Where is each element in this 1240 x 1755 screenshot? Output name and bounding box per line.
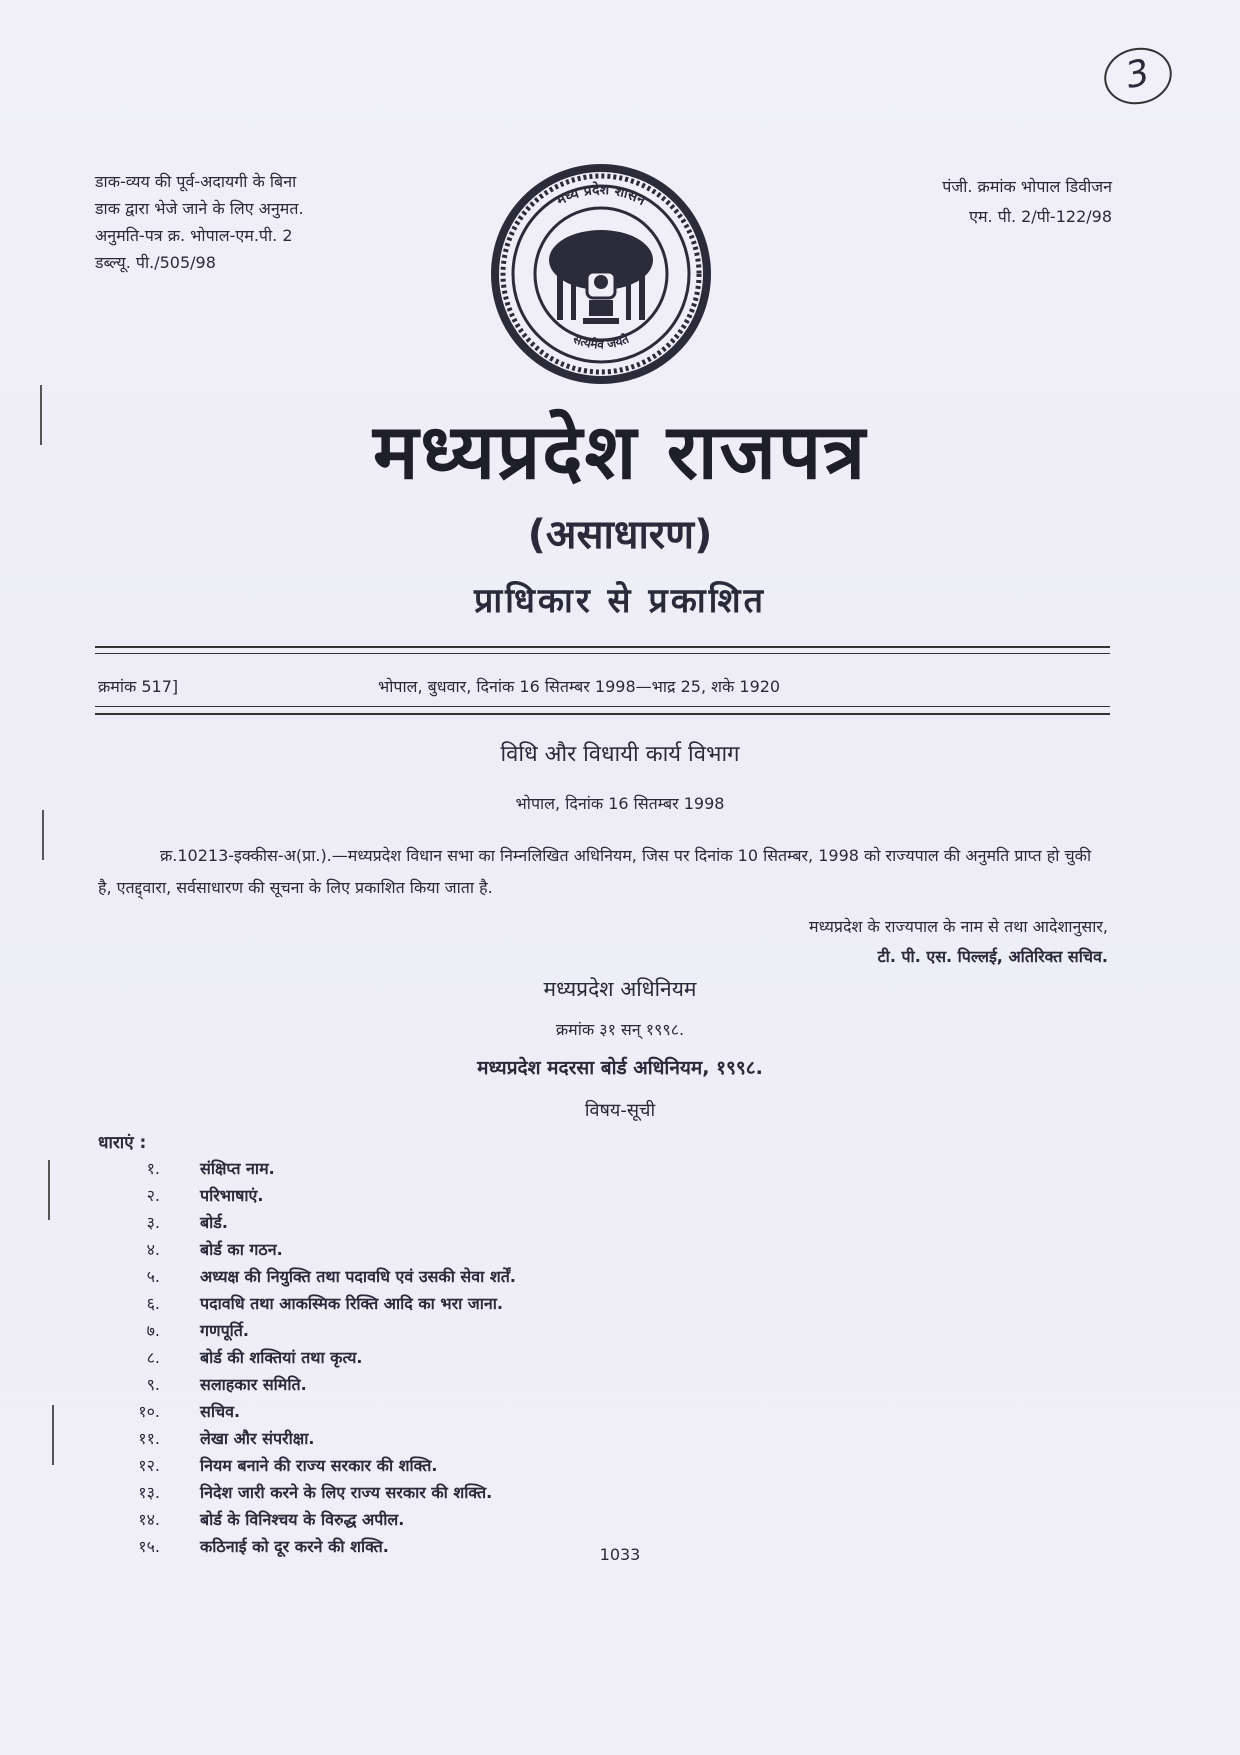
page-number: 1033 (599, 1545, 641, 1564)
section-title: बोर्ड की शक्तियां तथा कृत्य. (200, 1348, 363, 1367)
divider (95, 713, 1110, 715)
act-heading: मध्यप्रदेश अधिनियम (543, 977, 697, 1001)
section-number: १०. (138, 1402, 160, 1421)
section-title: पदावधि तथा आकस्मिक रिक्ति आदि का भरा जाना. (200, 1294, 503, 1313)
list-item (120, 1452, 920, 1479)
postage-line: डाक द्वारा भेजे जाने के लिए अनुमत. (95, 199, 304, 218)
gazette-title: मध्यप्रदेश राजपत्र (372, 407, 868, 496)
act-number: क्रमांक ३१ सन् १९९८. (555, 1020, 685, 1039)
list-item (120, 1344, 920, 1371)
registration-line: पंजी. क्रमांक भोपाल डिवीजन (942, 177, 1112, 196)
list-item (120, 1263, 920, 1290)
notice-body: क्र.10213-इक्कीस-अ(प्रा.).—मध्यप्रदेश विधान सभा का निम्नलिखित अधिनियम, जिस पर दिनांक 10 सितम्बर, 1998 को राज्यपाल की अनुमति प्राप्त हो चुकी है, एतद्द्वारा, सर्वसाधारण की सूचना के लिए प्रकाशित किया जाता है. (98, 846, 1092, 897)
order-line: मध्यप्रदेश के राज्यपाल के नाम से तथा आदेशानुसार, (809, 917, 1108, 936)
issue-number: क्रमांक 517] (98, 677, 179, 696)
divider (95, 646, 1110, 648)
department-heading: विधि और विधायी कार्य विभाग (500, 742, 740, 767)
section-title: निदेश जारी करने के लिए राज्य सरकार की शक्ति. (200, 1483, 493, 1502)
list-item (120, 1317, 920, 1344)
section-title: बोर्ड का गठन. (200, 1240, 283, 1259)
section-title: लेखा और संपरीक्षा. (200, 1429, 315, 1448)
emblem-top-text: मध्य प्रदेश शासन (553, 181, 649, 209)
signatory: टी. पी. एस. पिल्लई, अतिरिक्त सचिव. (877, 947, 1108, 966)
registration-line: एम. पी. 2/पी-122/98 (969, 207, 1112, 226)
section-title: नियम बनाने की राज्य सरकार की शक्ति. (200, 1456, 438, 1475)
section-number: ११. (138, 1429, 160, 1448)
postage-line: डाक-व्यय की पूर्व-अदायगी के बिना (95, 172, 297, 191)
section-number: ६. (146, 1294, 160, 1313)
notice-date: भोपाल, दिनांक 16 सितम्बर 1998 (515, 794, 725, 813)
act-name: मध्यप्रदेश मदरसा बोर्ड अधिनियम, १९९८. (477, 1057, 763, 1079)
section-title: सचिव. (200, 1402, 241, 1421)
sections-label: धाराएं : (98, 1133, 147, 1153)
list-item (120, 1182, 920, 1209)
list-item (120, 1209, 920, 1236)
section-title: बोर्ड. (200, 1213, 228, 1232)
list-item (120, 1155, 920, 1182)
section-number: ८. (146, 1348, 160, 1367)
divider (95, 653, 1110, 654)
section-number: १५. (138, 1537, 160, 1556)
section-number: ३. (146, 1213, 160, 1232)
handwritten-page-number: 3 (1099, 42, 1177, 111)
section-number: ४. (146, 1240, 160, 1259)
mp-state-emblem-icon (487, 160, 715, 388)
section-number: ९. (146, 1375, 160, 1394)
section-number: २. (146, 1186, 160, 1205)
authority-line: प्राधिकार से प्रकाशित (474, 581, 766, 621)
section-title: अध्यक्ष की नियुक्ति तथा पदावधि एवं उसकी सेवा शर्तें. (200, 1267, 516, 1286)
list-item (120, 1425, 920, 1452)
list-item (120, 1236, 920, 1263)
issue-date-line: भोपाल, बुधवार, दिनांक 16 सितम्बर 1998—भाद्र 25, शके 1920 (378, 677, 781, 696)
registration-block (832, 172, 1112, 232)
emblem-bottom-text: सत्यमेव जयते (571, 331, 631, 352)
list-item (120, 1506, 920, 1533)
section-list (120, 1155, 920, 1560)
gazette-subtitle: (असाधारण) (527, 512, 713, 558)
margin-mark (42, 810, 44, 860)
section-number: १. (146, 1159, 160, 1178)
postage-permit-block (95, 168, 425, 276)
section-title: गणपूर्ति. (200, 1321, 250, 1340)
section-title: बोर्ड के विनिश्चय के विरुद्ध अपील. (200, 1510, 405, 1529)
section-number: १२. (138, 1456, 160, 1475)
postage-line: डब्ल्यू. पी./505/98 (95, 253, 216, 272)
section-number: ७. (146, 1321, 160, 1340)
section-title: कठिनाई को दूर करने की शक्ति. (200, 1537, 389, 1556)
list-item (120, 1371, 920, 1398)
list-item (120, 1290, 920, 1317)
margin-mark (52, 1405, 54, 1465)
list-item (120, 1479, 920, 1506)
section-title: परिभाषाएं. (200, 1186, 264, 1205)
list-item (120, 1398, 920, 1425)
section-title: सलाहकार समिति. (200, 1375, 307, 1394)
postage-line: अनुमति-पत्र क्र. भोपाल-एम.पी. 2 (95, 226, 293, 245)
section-title: संक्षिप्त नाम. (200, 1159, 275, 1178)
section-number: ५. (146, 1267, 160, 1286)
divider (95, 706, 1110, 707)
section-number: १४. (138, 1510, 160, 1529)
toc-title: विषय-सूची (584, 1100, 656, 1121)
margin-mark (48, 1160, 50, 1220)
section-number: १३. (138, 1483, 160, 1502)
